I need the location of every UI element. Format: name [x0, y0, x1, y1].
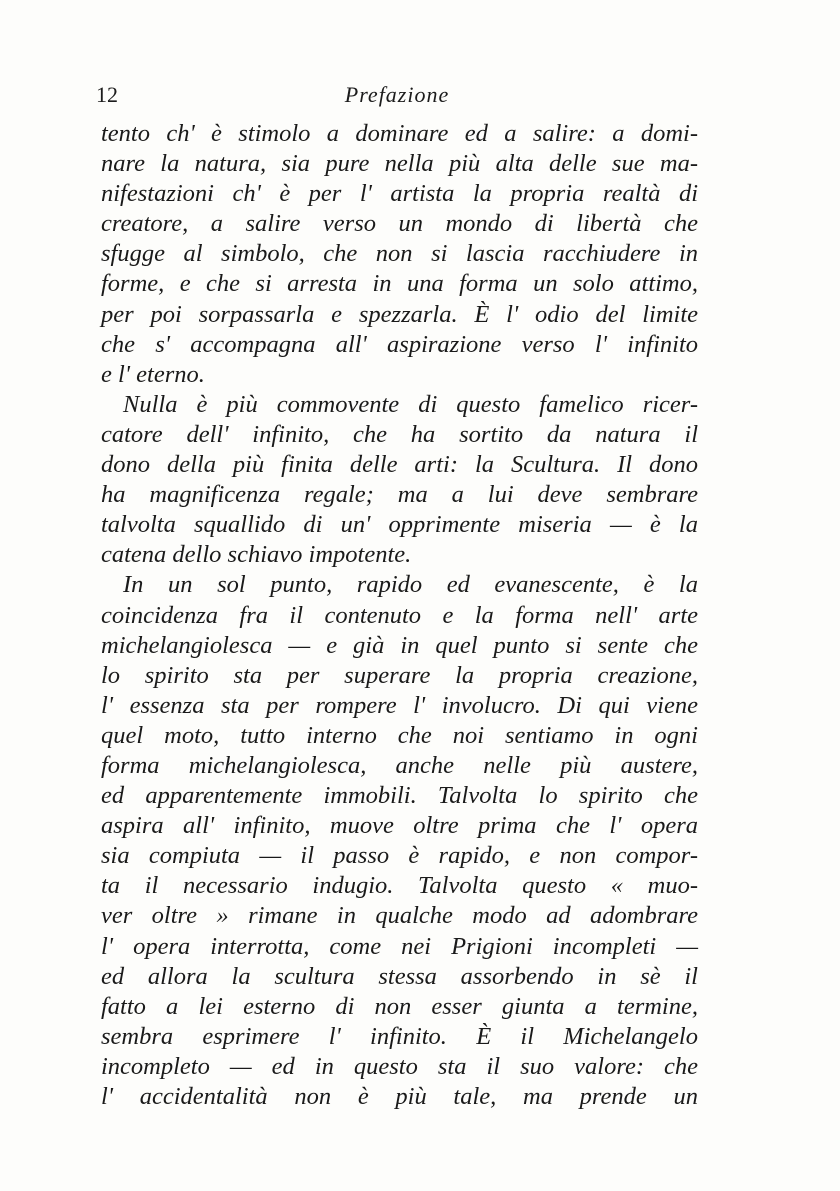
text-line: ver oltre » rimane in qualche modo ad adombrare: [101, 902, 698, 930]
text-line: l' opera interrotta, come nei Prigioni incompleti —: [101, 932, 698, 960]
text-line: catena dello schiavo impotente.: [101, 541, 412, 569]
page-number: 12: [96, 82, 118, 107]
text-line: ed allora la scultura stessa assorbendo in sè il: [101, 962, 698, 990]
paragraph-start: In un sol punto, rapido ed evanescente, è la: [123, 571, 698, 599]
text-line: fatto a lei esterno di non esser giunta a termine,: [101, 992, 698, 1020]
running-title: Prefazione: [344, 82, 450, 107]
text-line: lo spirito sta per superare la propria creazione,: [101, 661, 698, 689]
text-line: sfugge al simbolo, che non si lascia racchiudere in: [101, 240, 698, 268]
text-line: per poi sorpassarla e spezzarla. È l' odio del limite: [101, 300, 698, 328]
text-line: sembra esprimere l' infinito. È il Michelangelo: [101, 1022, 698, 1050]
text-line: sia compiuta — il passo è rapido, e non compor-: [101, 842, 698, 870]
text-line: l' essenza sta per rompere l' involucro. Di qui viene: [101, 691, 698, 719]
text-line: e l' eterno.: [101, 360, 205, 388]
body-text: [101, 119, 698, 1112]
text-line: ed apparentemente immobili. Talvolta lo spirito che: [101, 782, 698, 810]
text-line: ha magnificenza regale; ma a lui deve sembrare: [101, 481, 698, 509]
text-line: che s' accompagna all' aspirazione verso l' infinito: [101, 330, 698, 358]
text-line: catore dell' infinito, che ha sortito da natura il: [101, 420, 698, 448]
text-line: creatore, a salire verso un mondo di libertà che: [101, 210, 698, 238]
running-head: [96, 80, 698, 114]
text-line: ta il necessario indugio. Talvolta questo « muo-: [101, 872, 698, 900]
text-line: forma michelangiolesca, anche nelle più austere,: [101, 751, 698, 779]
paragraph-start: Nulla è più commovente di questo famelico ricer-: [123, 390, 698, 418]
text-line: l' accidentalità non è più tale, ma prende un: [101, 1083, 698, 1110]
text-line: coincidenza fra il contenuto e la forma nell' arte: [101, 601, 698, 629]
text-line: quel moto, tutto interno che noi sentiamo in ogni: [101, 721, 698, 749]
text-line: forme, e che si arresta in una forma un solo attimo,: [101, 270, 698, 298]
text-line: michelangiolesca — e già in quel punto si sente che: [101, 631, 698, 659]
text-line: nare la natura, sia pure nella più alta delle sue ma-: [101, 150, 698, 178]
text-line: aspira all' infinito, muove oltre prima che l' opera: [101, 812, 698, 840]
text-line: talvolta squallido di un' opprimente miseria — è la: [101, 511, 698, 539]
text-line: incompleto — ed in questo sta il suo valore: che: [101, 1052, 698, 1080]
text-line: dono della più finita delle arti: la Scultura. Il dono: [101, 451, 698, 479]
text-line: tento ch' è stimolo a dominare ed a salire: a domi-: [101, 120, 698, 147]
text-line: nifestazioni ch' è per l' artista la propria realtà di: [101, 180, 698, 208]
